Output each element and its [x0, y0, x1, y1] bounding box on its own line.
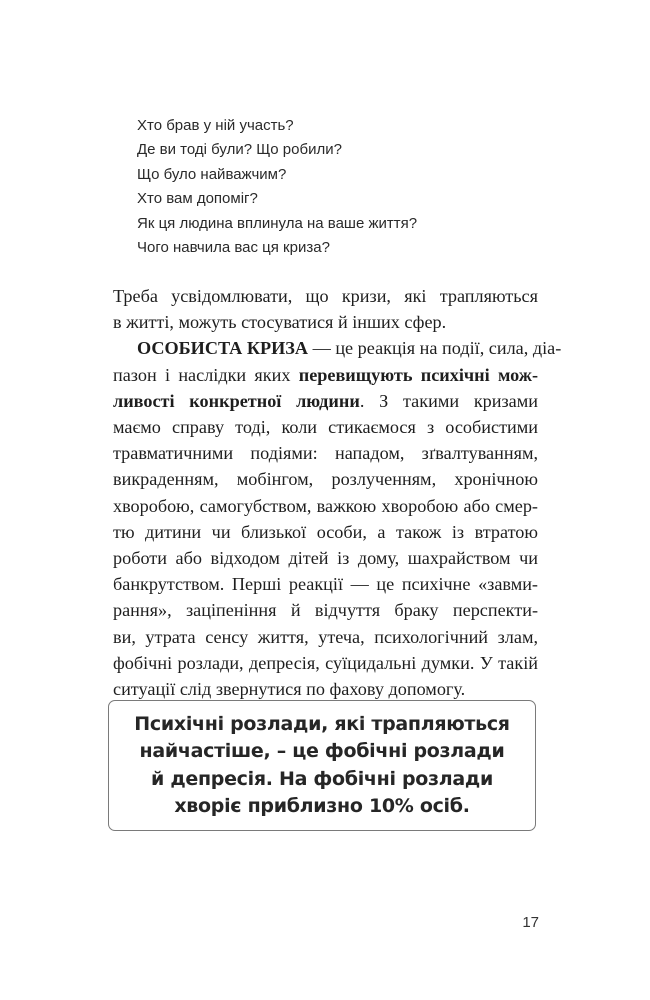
question-item: Де ви тоді були? Що робили?: [137, 141, 342, 159]
text-run: . З такими кризами: [359, 390, 538, 411]
page-number: 17: [522, 914, 539, 931]
question-item: Хто вам допоміг?: [137, 190, 258, 208]
question-item: Чого навчила вас ця криза?: [137, 239, 330, 257]
question-item: Що було найважчим?: [137, 165, 287, 183]
text-run: пазон і наслідки яких: [113, 364, 299, 385]
paragraph-line: роботи або відходом дітей із дому, шахрайством чи: [113, 548, 538, 569]
paragraph-line: [113, 388, 538, 414]
question-item: Хто брав у ній участь?: [137, 117, 294, 134]
paragraph-line: ситуації слід звернутися по фахову допомогу.: [113, 679, 466, 700]
paragraph-line: викраденням, мобінгом, розлученням, хронічною: [113, 469, 538, 490]
body-text: [113, 283, 562, 702]
paragraph-line: травматичними подіями: нападом, зґвалтуванням,: [113, 443, 538, 464]
paragraph-line: фобічні розлади, депресія, суїцидальні думки. У такій: [113, 652, 538, 673]
paragraph-line: ви, утрата сенсу життя, утеча, психологічний злам,: [113, 626, 538, 647]
paragraph-line: в житті, можуть стосуватися й інших сфер.: [113, 312, 447, 333]
term-heading: ОСОБИСТА КРИЗА: [137, 338, 309, 359]
paragraph-line: [113, 335, 562, 361]
paragraph-line: [113, 362, 538, 388]
question-list: [137, 114, 557, 260]
callout-line: найчастіше, – це фобічні розлади: [139, 740, 505, 762]
question-item: Як ця людина вплинула на ваше життя?: [137, 214, 418, 232]
text-run: — це реакція на події, сила, діа-: [308, 338, 562, 359]
emphasis-text: ливості конкретної людини: [113, 390, 360, 411]
paragraph-line: банкрутством. Перші реакції — це психічне «завми-: [113, 574, 538, 595]
paragraph-line: хворобою, самогубством, важкою хворобою або смер-: [113, 495, 538, 516]
callout-line: Психічні розлади, які трапляються: [134, 712, 510, 735]
paragraph-line: рання», заціпеніння й відчуття браку перспекти-: [113, 600, 538, 621]
callout-line: й депресія. На фобічні розлади: [151, 767, 493, 790]
callout-line: хворіє приблизно 10% осіб.: [174, 795, 470, 817]
paragraph-line: маємо справу тоді, коли стикаємося з особистими: [113, 417, 538, 438]
emphasis-text: перевищують психічні мож-: [298, 364, 539, 385]
callout-text: [134, 711, 509, 821]
paragraph-line: Треба усвідомлювати, що кризи, які трапляються: [113, 286, 538, 306]
callout-box: [108, 700, 536, 831]
paragraph-line: тю дитини чи близької особи, а також із втратою: [113, 521, 538, 542]
